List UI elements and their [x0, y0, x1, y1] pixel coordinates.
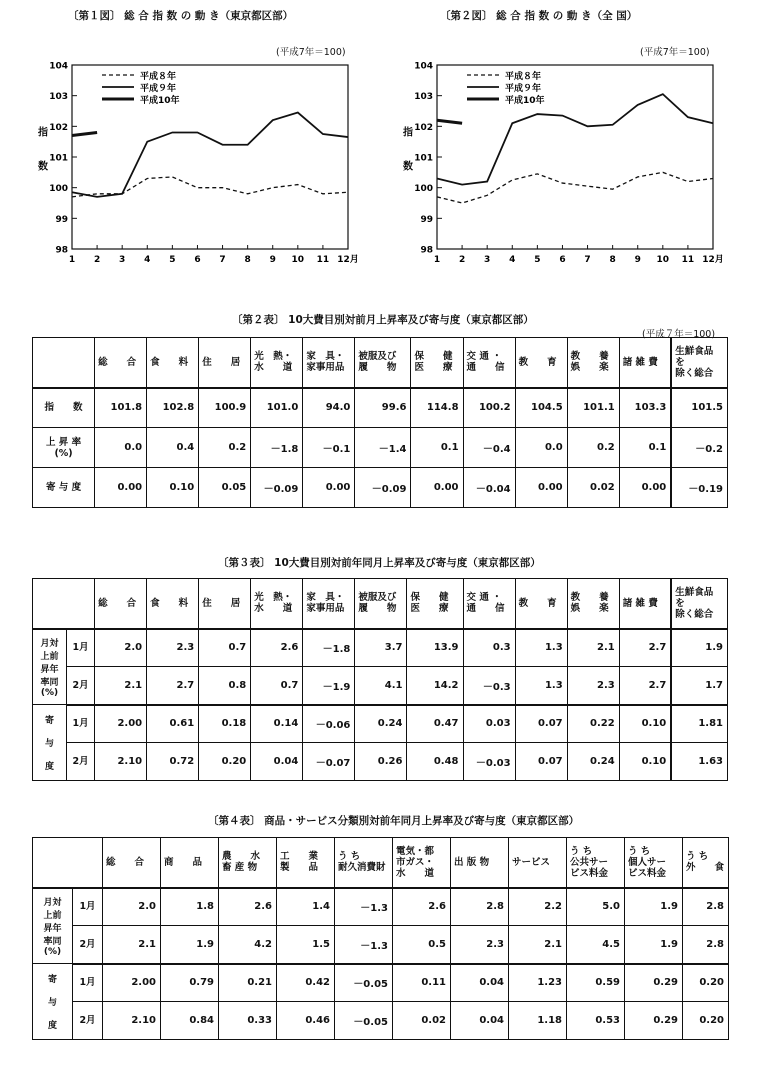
table3-col-header: 教 育: [515, 579, 567, 629]
table3-col-header: 諸 雑 費: [619, 579, 671, 629]
table2-cell: 94.0: [303, 388, 355, 428]
table3-month-label: 1月: [67, 705, 95, 743]
table3-cell: 0.07: [515, 705, 567, 743]
table2-col-header: 教 養 娯 楽: [567, 338, 619, 388]
table2-cell: 101.1: [567, 388, 619, 428]
fig1-x-tick-label: 7: [219, 255, 226, 265]
table3-col-header: 生鮮食品 を 除く総合: [671, 579, 727, 629]
fig1-x-tick-label: 9: [269, 255, 276, 265]
table3-cell: 2.1: [95, 667, 147, 705]
table3-cell: 0.18: [199, 705, 251, 743]
table4-cell: 1.8: [161, 888, 219, 926]
fig1-ylabel-1: 指: [38, 127, 48, 139]
table2-col-header: 交 通 ・ 通 信: [463, 338, 515, 388]
table2-cell: 0.02: [567, 468, 619, 508]
fig1-plot-frame: [72, 65, 348, 249]
table3-col-header: 教 養 娯 楽: [567, 579, 619, 629]
table3-cell: 1.7: [671, 667, 727, 705]
table3-cell: 0.03: [463, 705, 515, 743]
fig2-x-tick-label: 11: [681, 255, 695, 265]
table3-cell: 2.00: [95, 705, 147, 743]
table3-cell: 0.3: [463, 629, 515, 667]
fig2-x-tick-label: 12月: [702, 255, 724, 265]
table4-cell: 2.8: [683, 926, 729, 964]
fig1-y-tick-label: 103: [49, 92, 68, 103]
table4-month-label: 1月: [73, 964, 103, 1002]
table3-cell: 2.10: [95, 743, 147, 781]
fig1-y-tick-label: 99: [55, 214, 68, 225]
table3-cell: 14.2: [407, 667, 463, 705]
table4: [32, 837, 729, 1040]
table3-col-header: 家 具・ 家事用品: [303, 579, 355, 629]
table4-corner: [33, 838, 103, 888]
table4-cell: 2.1: [509, 926, 567, 964]
table3-cell: 0.20: [199, 743, 251, 781]
table3-cell: 0.14: [251, 705, 303, 743]
fig1-x-tick-label: 8: [244, 255, 251, 265]
table3-cell: 2.0: [95, 629, 147, 667]
table2-cell: 101.0: [251, 388, 303, 428]
table4-col-header: サービス: [509, 838, 567, 888]
table2-cell: 114.8: [411, 388, 463, 428]
table2-row-label: 上 昇 率 (%): [33, 428, 95, 468]
table3-month-label: 2月: [67, 743, 95, 781]
table3-col-header: 住 居: [199, 579, 251, 629]
table2-cell: 0.00: [303, 468, 355, 508]
table2-cell: －0.04: [463, 468, 515, 508]
table4-cell: 2.0: [103, 888, 161, 926]
table4-cell: 1.9: [161, 926, 219, 964]
table2-col-header: 光 熱・ 水 道: [251, 338, 303, 388]
fig1-y-tick-label: 98: [55, 245, 68, 256]
table4-cell: 5.0: [567, 888, 625, 926]
fig1-base-note: (平成7年＝100): [276, 47, 346, 58]
table4-cell: 0.59: [567, 964, 625, 1002]
fig2-x-tick-label: 8: [609, 255, 616, 265]
table2-cell: 0.0: [515, 428, 567, 468]
fig2-y-tick-label: 100: [414, 184, 433, 195]
table4-col-header: う ち 個人サー ビス料金: [625, 838, 683, 888]
fig1-y-tick-label: 101: [49, 153, 68, 164]
table2-row-label: 指 数: [33, 388, 95, 428]
fig1-legend-label-1: 平成８年: [140, 72, 177, 82]
table2-cell: 0.10: [147, 468, 199, 508]
table3-corner: [33, 579, 95, 629]
table3-cell: 0.24: [355, 705, 407, 743]
table2-cell: 0.05: [199, 468, 251, 508]
table4-cell: 1.9: [625, 888, 683, 926]
table3-cell: 1.3: [515, 667, 567, 705]
table4-cell: 0.5: [393, 926, 451, 964]
fig1-x-tick-label: 2: [93, 255, 101, 265]
table4-cell: 0.21: [219, 964, 277, 1002]
table3-cell: 3.7: [355, 629, 407, 667]
fig2-x-tick-label: 1: [433, 255, 441, 265]
table4-cell: 0.42: [277, 964, 335, 1002]
table2-cell: －0.2: [671, 428, 727, 468]
table2-cell: 0.0: [95, 428, 147, 468]
table3-cell: 0.10: [619, 743, 671, 781]
table4-cell: 0.46: [277, 1002, 335, 1040]
table2-col-header: 被服及び 履 物: [355, 338, 411, 388]
table3-cell: －0.06: [303, 705, 355, 743]
table3-group-label-rate: 月対 上前 昇年 率同 (%): [33, 629, 67, 705]
table3-cell: 2.3: [147, 629, 199, 667]
table2-base-note: (平成７年＝100): [642, 329, 716, 340]
table2-cell: 101.8: [95, 388, 147, 428]
table4-cell: 2.8: [451, 888, 509, 926]
fig1-title: 〔第１図〕 総 合 指 数 の 動 き（東京都区部）: [68, 10, 294, 22]
fig1-x-tick-label: 1: [68, 255, 76, 265]
table2-cell: 0.1: [619, 428, 671, 468]
table3-cell: －0.03: [463, 743, 515, 781]
fig1-y-tick-label: 104: [49, 61, 68, 72]
table3-cell: －1.9: [303, 667, 355, 705]
table4-cell: 0.20: [683, 964, 729, 1002]
table4-cell: 0.04: [451, 964, 509, 1002]
table2-cell: 0.2: [567, 428, 619, 468]
table2-cell: 0.00: [619, 468, 671, 508]
table2-col-header: 諸 雑 費: [619, 338, 671, 388]
table2-col-header: 教 育: [515, 338, 567, 388]
table2-cell: 0.4: [147, 428, 199, 468]
table3-cell: 4.1: [355, 667, 407, 705]
table3-cell: 0.7: [251, 667, 303, 705]
table2-col-header: 住 居: [199, 338, 251, 388]
table4-cell: 2.1: [103, 926, 161, 964]
fig2-y-tick-label: 103: [414, 92, 433, 103]
table4-cell: －0.05: [335, 964, 393, 1002]
table3-cell: 13.9: [407, 629, 463, 667]
table3-cell: 0.24: [567, 743, 619, 781]
fig1-ylabel-2: 数: [38, 161, 48, 173]
fig2-plot-frame: [437, 65, 713, 249]
table4-cell: －1.3: [335, 926, 393, 964]
table3-cell: 0.07: [515, 743, 567, 781]
table2-cell: 100.2: [463, 388, 515, 428]
table2-cell: 0.00: [515, 468, 567, 508]
fig2-base-note: (平成7年＝100): [640, 47, 710, 58]
table4-cell: 0.79: [161, 964, 219, 1002]
table3-cell: 2.7: [619, 667, 671, 705]
table4-cell: 0.29: [625, 964, 683, 1002]
fig1-x-tick-label: 4: [144, 255, 151, 265]
table4-cell: 2.2: [509, 888, 567, 926]
table4-col-header: 農 水 畜 産 物: [219, 838, 277, 888]
fig1-x-tick-label: 6: [194, 255, 201, 265]
table4-cell: －1.3: [335, 888, 393, 926]
table2-cell: 101.5: [671, 388, 727, 428]
table3-col-header: 被服及び 履 物: [355, 579, 407, 629]
table3-month-label: 1月: [67, 629, 95, 667]
table3-col-header: 総 合: [95, 579, 147, 629]
fig1-legend-label-3: 平成10年: [140, 96, 180, 106]
table4-cell: 1.23: [509, 964, 567, 1002]
table2-cell: －0.4: [463, 428, 515, 468]
table4-cell: 2.6: [393, 888, 451, 926]
table4-cell: 2.10: [103, 1002, 161, 1040]
fig1-series-1-line: [72, 177, 348, 197]
fig2-ylabel-2: 数: [403, 161, 413, 173]
table4-cell: 2.3: [451, 926, 509, 964]
fig1-x-tick-label: 3: [119, 255, 126, 265]
table2-corner: [33, 338, 95, 388]
table3-cell: 0.8: [199, 667, 251, 705]
table4-month-label: 2月: [73, 1002, 103, 1040]
fig2-y-tick-label: 102: [414, 122, 433, 133]
table4-cell: 0.02: [393, 1002, 451, 1040]
table4-col-header: う ち 耐久消費財: [335, 838, 393, 888]
table3-cell: 2.3: [567, 667, 619, 705]
fig1-series-2-line: [72, 113, 348, 197]
fig2-series-2-line: [437, 94, 713, 184]
table2-cell: －1.8: [251, 428, 303, 468]
table3-cell: 0.72: [147, 743, 199, 781]
table2-title: 〔第２表〕 10大費目別対前月上昇率及び寄与度（東京都区部）: [232, 314, 534, 326]
table4-cell: 1.4: [277, 888, 335, 926]
table3-cell: 0.04: [251, 743, 303, 781]
table4-group-label-contribution: 寄 与 度: [33, 964, 73, 1040]
fig2-y-tick-label: 98: [420, 245, 433, 256]
fig2-chart: [395, 55, 725, 270]
table4-cell: 0.11: [393, 964, 451, 1002]
fig2-series-3-line: [437, 120, 462, 123]
table4-col-header: 総 合: [103, 838, 161, 888]
table4-col-header: う ち 外 食: [683, 838, 729, 888]
table3-cell: 0.47: [407, 705, 463, 743]
fig2-x-tick-label: 10: [656, 255, 670, 265]
fig1-series-3-line: [72, 132, 97, 135]
table2-col-header: 家 具・ 家事用品: [303, 338, 355, 388]
table3-col-header: 交 通 ・ 通 信: [463, 579, 515, 629]
table3-cell: 1.81: [671, 705, 727, 743]
fig1-x-tick-label: 12月: [337, 255, 359, 265]
table3-cell: 1.63: [671, 743, 727, 781]
fig2-ylabel-1: 指: [403, 127, 413, 139]
table2-cell: －0.09: [355, 468, 411, 508]
fig1-x-tick-label: 11: [316, 255, 330, 265]
fig1-x-tick-label: 10: [291, 255, 305, 265]
fig2-x-tick-label: 7: [584, 255, 591, 265]
table4-col-header: 工 業 製 品: [277, 838, 335, 888]
table4-cell: 0.33: [219, 1002, 277, 1040]
table3-group-label-contribution: 寄 与 度: [33, 705, 67, 781]
table2-cell: 103.3: [619, 388, 671, 428]
table3-cell: 0.22: [567, 705, 619, 743]
fig1-chart: [30, 55, 360, 270]
table4-cell: 0.20: [683, 1002, 729, 1040]
table3-cell: －1.8: [303, 629, 355, 667]
table3: [32, 578, 728, 781]
table4-cell: 0.29: [625, 1002, 683, 1040]
fig1-x-tick-label: 5: [169, 255, 176, 265]
table3-month-label: 2月: [67, 667, 95, 705]
fig2-legend-label-1: 平成８年: [505, 72, 542, 82]
table3-col-header: 食 料: [147, 579, 199, 629]
table2-cell: 104.5: [515, 388, 567, 428]
table4-col-header: う ち 公共サー ビス料金: [567, 838, 625, 888]
table4-cell: 0.53: [567, 1002, 625, 1040]
table4-col-header: 出 版 物: [451, 838, 509, 888]
table2-cell: 102.8: [147, 388, 199, 428]
table2-cell: 0.00: [411, 468, 463, 508]
table4-cell: 2.6: [219, 888, 277, 926]
table2-cell: －1.4: [355, 428, 411, 468]
table3-cell: 0.7: [199, 629, 251, 667]
table2-col-header: 保 健 医 療: [411, 338, 463, 388]
table2: [32, 337, 728, 508]
table2-col-header: 食 料: [147, 338, 199, 388]
fig1-legend-label-2: 平成９年: [140, 84, 177, 94]
table3-cell: 2.7: [619, 629, 671, 667]
table4-cell: 0.04: [451, 1002, 509, 1040]
table4-col-header: 商 品: [161, 838, 219, 888]
table2-cell: 0.00: [95, 468, 147, 508]
table3-cell: 1.3: [515, 629, 567, 667]
table4-cell: 1.18: [509, 1002, 567, 1040]
fig2-x-tick-label: 9: [634, 255, 641, 265]
fig2-x-tick-label: 2: [458, 255, 466, 265]
table4-month-label: 2月: [73, 926, 103, 964]
table2-col-header: 総 合: [95, 338, 147, 388]
table4-title: 〔第４表〕 商品・サービス分類別対前年同月上昇率及び寄与度（東京都区部）: [208, 815, 580, 827]
table3-cell: 0.61: [147, 705, 199, 743]
table2-cell: 99.6: [355, 388, 411, 428]
table3-cell: 2.6: [251, 629, 303, 667]
table2-cell: －0.1: [303, 428, 355, 468]
table2-cell: 0.2: [199, 428, 251, 468]
table2-cell: －0.19: [671, 468, 727, 508]
table3-title: 〔第３表〕 10大費目別対前年同月上昇率及び寄与度（東京都区部）: [218, 557, 541, 569]
table3-col-header: 光 熱・ 水 道: [251, 579, 303, 629]
table2-col-header: 生鮮食品 を 除く総合: [671, 338, 727, 388]
table3-cell: －0.3: [463, 667, 515, 705]
fig1-y-tick-label: 100: [49, 184, 68, 195]
fig2-x-tick-label: 6: [559, 255, 566, 265]
table4-group-label-rate: 月対 上前 昇年 率同 (%): [33, 888, 73, 964]
table2-cell: －0.09: [251, 468, 303, 508]
table3-cell: 0.48: [407, 743, 463, 781]
fig2-legend-label-3: 平成10年: [505, 96, 545, 106]
table3-cell: 2.1: [567, 629, 619, 667]
table4-cell: 1.5: [277, 926, 335, 964]
fig2-legend-label-2: 平成９年: [505, 84, 542, 94]
fig2-title: 〔第２図〕 総 合 指 数 の 動 き（全 国）: [440, 10, 638, 22]
table2-cell: 0.1: [411, 428, 463, 468]
table3-cell: 0.26: [355, 743, 407, 781]
table3-cell: 1.9: [671, 629, 727, 667]
fig2-y-tick-label: 104: [414, 61, 433, 72]
fig2-x-tick-label: 5: [534, 255, 541, 265]
fig1-y-tick-label: 102: [49, 122, 68, 133]
table4-cell: 4.5: [567, 926, 625, 964]
table4-col-header: 電気・都 市ガス・ 水 道: [393, 838, 451, 888]
table4-cell: 2.00: [103, 964, 161, 1002]
fig2-x-tick-label: 3: [484, 255, 491, 265]
table3-cell: 0.10: [619, 705, 671, 743]
table3-cell: －0.07: [303, 743, 355, 781]
table4-month-label: 1月: [73, 888, 103, 926]
fig2-x-tick-label: 4: [509, 255, 516, 265]
table4-cell: 4.2: [219, 926, 277, 964]
table2-row-label: 寄 与 度: [33, 468, 95, 508]
table4-cell: 1.9: [625, 926, 683, 964]
table3-cell: 2.7: [147, 667, 199, 705]
fig2-y-tick-label: 99: [420, 214, 433, 225]
table2-cell: 100.9: [199, 388, 251, 428]
fig2-y-tick-label: 101: [414, 153, 433, 164]
table4-cell: －0.05: [335, 1002, 393, 1040]
table4-cell: 0.84: [161, 1002, 219, 1040]
table3-col-header: 保 健 医 療: [407, 579, 463, 629]
fig2-series-1-line: [437, 172, 713, 203]
table4-cell: 2.8: [683, 888, 729, 926]
